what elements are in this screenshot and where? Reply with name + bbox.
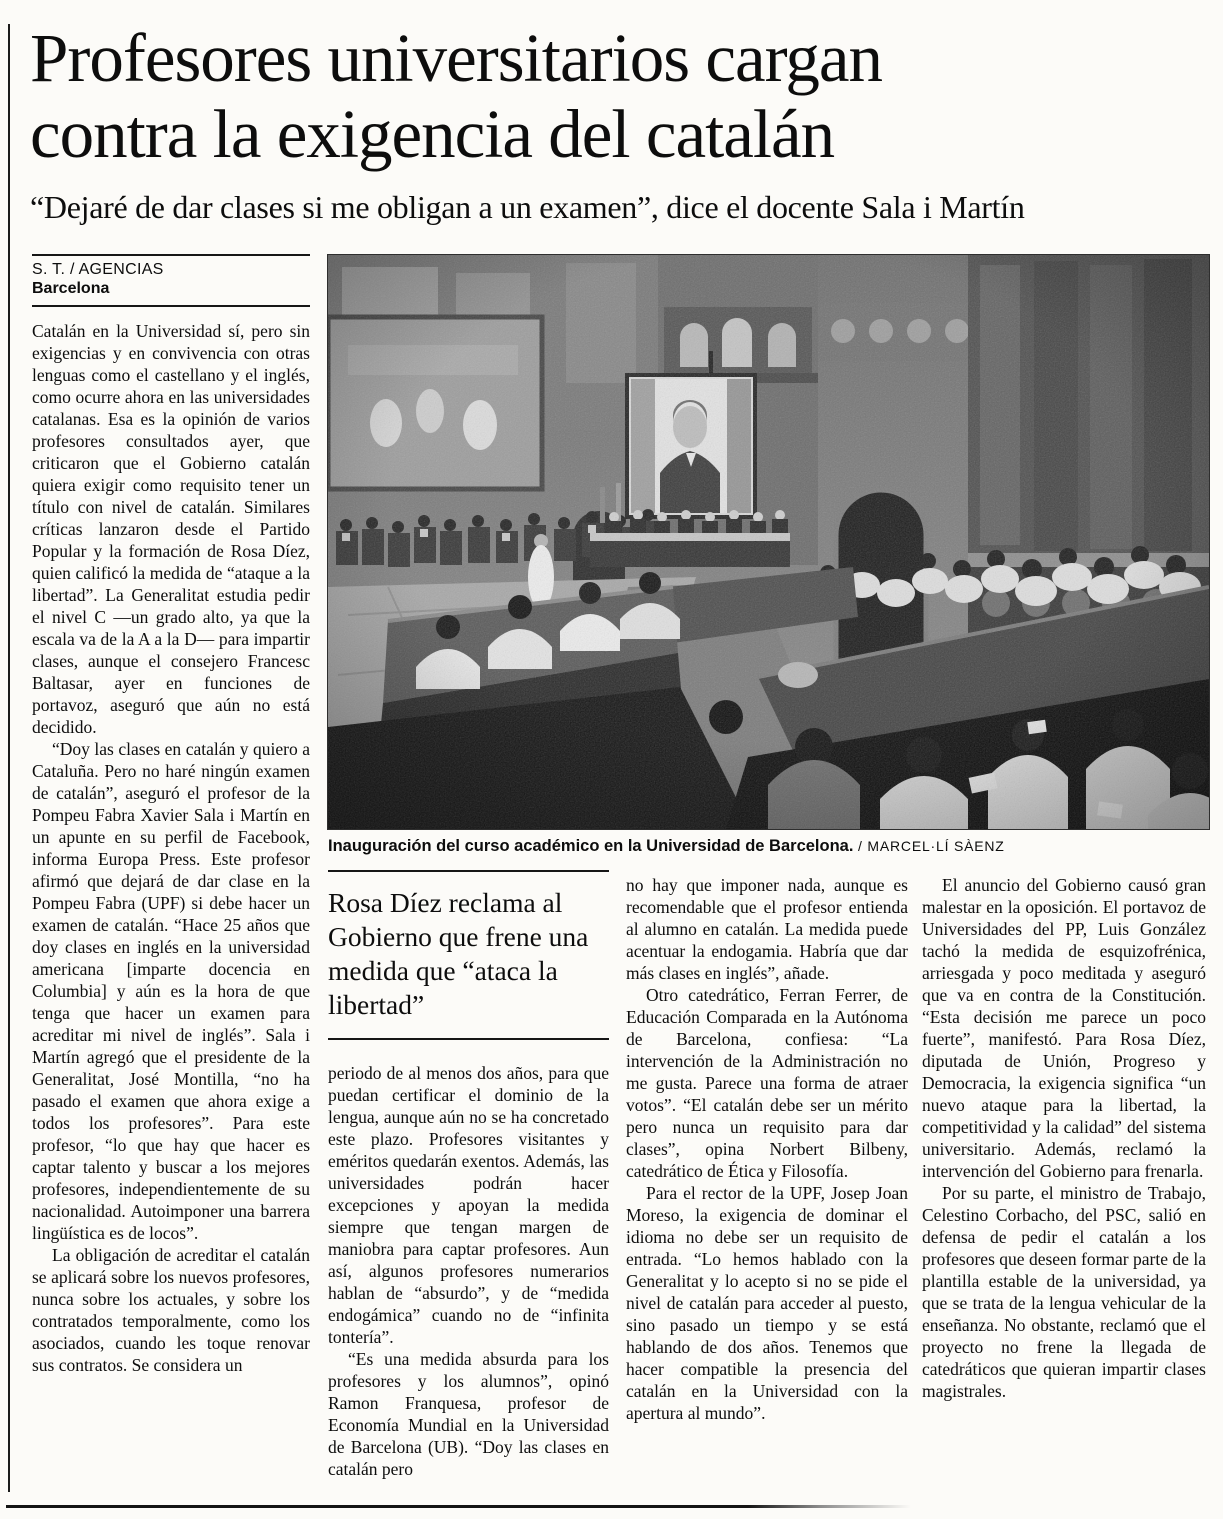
article-photo-illustration [328, 255, 1209, 829]
paragraph: Catalán en la Universidad sí, pero sin exigencias y en convivencia con otras lenguas como el castellano y el inglés, como ocurre ahora en las universidades catalanas. Esa es la opinión de varios profesores consultados ayer, que criticaron que el Gobierno catalán quiera exigir como requisito tener un título con nivel de catalán. Similares críticas lanzaron desde el Partido Popular y la formación de Rosa Díez, quien calificó la medida de “ataque a la libertad”. La Generalitat estudia pedir el nivel C —un grado alto, ya que la escala va de la A a la D— para impartir clases, aunque el consejero Francesc Baltasar, ayer en funciones de portavoz, aseguró que aún no está decidido. [32, 321, 310, 737]
paragraph: “Es una medida absurda para los profesores y los alumnos”, opinó Ramon Franquesa, profesor de Economía Mundial en la Universidad de Barcelona (UB). “Doy las clases en catalán pero [328, 1349, 609, 1479]
inner-subhead: Rosa Díez reclama al Gobierno que frene una medida que “ataca la libertad” [328, 870, 609, 1040]
paragraph: Para el rector de la UPF, Josep Joan Moreso, la exigencia de dominar el idioma no debe ser un requisito de entrada. “Lo hemos hablado con la Generalitat y lo acepto si no se pide el nivel de catalán para acceder al puesto, sino pasado un tiempo y se está hablando de dos años. Tenemos que hacer compatible la presencia del catalán en la Universidad con la apertura al mundo”. [626, 1183, 908, 1423]
bottom-divider [6, 1505, 911, 1508]
paragraph: La obligación de acreditar el catalán se aplicará sobre los nuevos profesores, nunca sobre los actuales, y sobre los contratados temporalmente, como los asociados, cuando les toque renovar sus contratos. Se considera un [32, 1245, 310, 1375]
article-headline [30, 20, 1205, 172]
paragraph: El anuncio del Gobierno causó gran malestar en la oposición. El portavoz de Universidades del PP, Luis González tachó la medida de esquizofrénica, arriesgada y poco meditada y aseguró que va en contra de la Constitución. “Esta decisión me parece un poco fuerte”, manifestó. Para Rosa Díez, diputada de Unión, Progreso y Democracia, la exigencia significa “un nuevo ataque para la libertad, la competitividad y la calidad” del sistema universitario. Además, reclamó la intervención del Gobierno para frenarla. [922, 875, 1206, 1181]
byline-block [32, 254, 310, 307]
paragraph: periodo de al menos dos años, para que puedan certificar el dominio de la lengua, aunque aún no se ha concretado este plazo. Profesores visitantes y eméritos quedarán exentos. Además, las universidades podrán hacer excepciones y apoyan la medida siempre que tengan margen de maniobra para captar profesores. Aun así, algunos profesores numerarios hablan de “absurdo”, y de “medida endogámica” cuando no de “infinita tontería”. [328, 1063, 609, 1347]
photo-caption-text: Inauguración del curso académico en la Universidad de Barcelona. [328, 837, 854, 855]
paragraph: Por su parte, el ministro de Trabajo, Celestino Corbacho, del PSC, salió en defensa de pedir el catalán a los profesores que deseen formar parte de la plantilla estable de la universidad, ya que se trata de la lengua vehicular de la enseñanza. No obstante, reclamó que el proyecto no frene la llegada de catedráticos que quieran impartir clases magistrales. [922, 1183, 1206, 1401]
article-column-4 [922, 874, 1206, 1504]
photo-caption [328, 836, 1209, 856]
paragraph: no hay que imponer nada, aunque es recomendable que el profesor entienda al alumno en catalán. La medida puede acentuar la endogamia. Habría que dar más clases en inglés”, añade. [626, 875, 908, 983]
headline-line-1: Profesores universitarios cargan [30, 20, 882, 96]
article-column-3 [626, 874, 908, 1504]
article-column-1 [32, 320, 310, 1504]
paragraph: Otro catedrático, Ferran Ferrer, de Educación Comparada en la Autónoma de Barcelona, confiesa: “La intervención de la Administración no me gusta. Parece una forma de atraer votos”. “El catalán debe ser un mérito pero nunca un requisito para dar clases”, opina Norbert Bilbeny, catedrático de Ética y Filosofía. [626, 985, 908, 1181]
article-subheadline: “Dejaré de dar clases si me obligan a un examen”, dice el docente Sala i Martín [30, 189, 1025, 225]
headline-line-2: contra la exigencia del catalán [30, 96, 835, 172]
article-column-2 [328, 1062, 609, 1504]
byline-author: S. T. / AGENCIAS [32, 261, 164, 278]
article-photo [328, 255, 1209, 829]
photo-vignette [328, 255, 1209, 829]
byline-location: Barcelona [32, 280, 110, 297]
left-edge-rule [8, 24, 10, 1492]
paragraph: “Doy las clases en catalán y quiero a Cataluña. Pero no haré ningún examen de catalán”, aseguró el profesor de la Pompeu Fabra Xavier Sala i Martín en un apunte en su perfil de Facebook, informa Europa Press. Este profesor afirmó que dejará de dar clase en la Pompeu Fabra (UPF) si debe hacer un examen de catalán. “Hace 25 años que doy clases en inglés en la universidad americana [imparte docencia en Columbia] y aún es la hora de que tenga que hacer un examen para acreditar mi nivel de inglés”. Sala i Martín agregó que el presidente de la Generalitat, José Montilla, “no ha pasado el examen que ahora exige a todos los profesores”. Para este profesor, “lo que hay que hacer es captar talento y buscar a los mejores profesores, independientemente de su nacionalidad. Autoimponer una barrera lingüística es de locos”. [32, 739, 310, 1243]
photo-credit: / MARCEL·LÍ SÀENZ [858, 838, 1005, 854]
